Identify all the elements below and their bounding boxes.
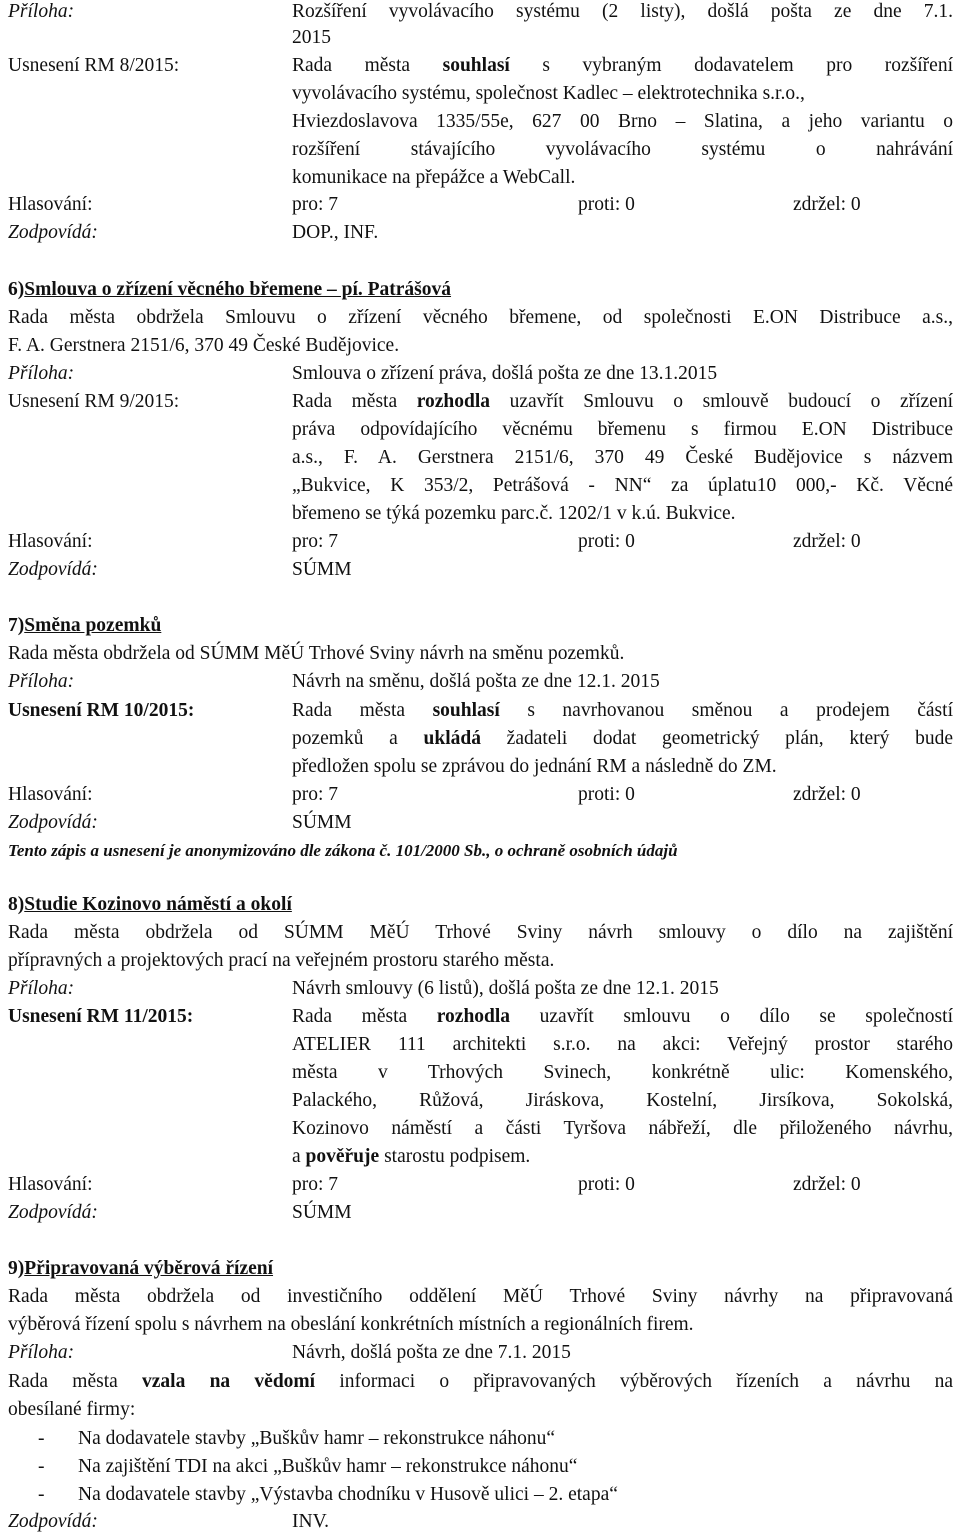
resolution-text-line: a.s., F. A. Gerstnera 2151/6, 370 49 České Budějovice s názvem [292, 447, 953, 468]
responsible-value: INV. [292, 1511, 330, 1532]
resolution-text: Rada města rozhodla uzavřít smlouvu o dílo se společností [292, 1006, 953, 1027]
vote-abstain: zdržel: 0 [793, 194, 861, 215]
list-item: Na dodavatele stavby „Buškův hamr – rekonstrukce náhonu“ [78, 1428, 556, 1449]
resolution-text-line: břemeno se týká pozemku parc.č. 1202/1 v k.ú. Bukvice. [292, 503, 736, 524]
resolution-text-line: práva odpovídajícího věcnému břemenu s firmou E.ON Distribuce [292, 419, 953, 440]
resolution-text-line: města v Trhových Svinech, konkrétně ulic: Komenského, [292, 1062, 953, 1083]
anonymization-notice: Tento zápis a usnesení je anonymizováno dle zákona č. 101/2000 Sb., o ochraně osobních údajů [8, 841, 678, 860]
vote-label: Hlasování: [8, 531, 93, 552]
responsible-value: DOP., INF. [292, 222, 379, 243]
resolution-label: Usnesení RM 11/2015: [8, 1006, 194, 1027]
vote-for: pro: 7 [292, 194, 339, 215]
vote-against: proti: 0 [578, 1174, 635, 1195]
resolution-label: Usnesení RM 10/2015: [8, 700, 195, 721]
vote-against: proti: 0 [578, 194, 635, 215]
section-paragraph: přípravných a projektových prací na veřejném prostoru starého města. [8, 950, 555, 971]
vote-abstain: zdržel: 0 [793, 784, 861, 805]
vote-label: Hlasování: [8, 1174, 93, 1195]
vote-label: Hlasování: [8, 194, 93, 215]
attachment-text: Návrh smlouvy (6 listů), došlá pošta ze dne 12.1. 2015 [292, 978, 719, 999]
list-bullet: - [38, 1456, 45, 1477]
section-paragraph: Rada města obdržela od investičního oddělení MěÚ Trhové Sviny návrhy na připravovaná [8, 1286, 953, 1307]
resolution-text-line: Palackého, Růžová, Jiráskova, Kostelní, Jirsíkova, Sokolská, [292, 1090, 953, 1111]
attachment-text: Smlouva o zřízení práva, došlá pošta ze dne 13.1.2015 [292, 363, 718, 384]
vote-for: pro: 7 [292, 784, 339, 805]
resolution-text-line: vyvolávacího systému, společnost Kadlec – elektrotechnika s.r.o., [292, 83, 805, 104]
resolution-text-line: komunikace na přepážce a WebCall. [292, 167, 576, 188]
attachment-label: Příloha: [8, 1, 75, 22]
responsible-value: SÚMM [292, 559, 352, 580]
section-paragraph: výběrová řízení spolu s návrhem na obeslání konkrétních místních a regionálních firem. [8, 1314, 694, 1335]
resolution-text: Rada města souhlasí s navrhovanou směnou a prodejem částí [292, 700, 953, 721]
responsible-label: Zodpovídá: [8, 1511, 98, 1532]
resolution-text-line: předložen spolu se zprávou do jednání RM a následně do ZM. [292, 756, 777, 777]
responsible-label: Zodpovídá: [8, 559, 98, 580]
attachment-label: Příloha: [8, 1342, 75, 1363]
attachment-label: Příloha: [8, 671, 75, 692]
section-paragraph: obesílané firmy: [8, 1399, 136, 1420]
resolution-text-line: pozemků a ukládá žadateli dodat geometrický plán, který bude [292, 728, 953, 749]
resolution-text-line: rozšíření stávajícího vyvolávacího systému o nahrávání [292, 139, 953, 160]
resolution-text-line: a pověřuje starostu podpisem. [292, 1146, 531, 1167]
vote-against: proti: 0 [578, 784, 635, 805]
vote-for: pro: 7 [292, 1174, 339, 1195]
attachment-text: Rozšíření vyvolávacího systému (2 listy), došlá pošta ze dne 7.1. [292, 1, 953, 22]
responsible-label: Zodpovídá: [8, 1202, 98, 1223]
attachment-label: Příloha: [8, 978, 75, 999]
section-paragraph: Rada města obdržela od SÚMM MěÚ Trhové Sviny návrh na směnu pozemků. [8, 643, 625, 664]
resolution-label: Usnesení RM 8/2015: [8, 55, 180, 76]
section-paragraph: Rada města obdržela Smlouvu o zřízení věcného břemene, od společnosti E.ON Distribuce a.s., [8, 307, 953, 328]
responsible-value: SÚMM [292, 1202, 352, 1223]
attachment-text: Návrh, došlá pošta ze dne 7.1. 2015 [292, 1342, 571, 1363]
vote-label: Hlasování: [8, 784, 93, 805]
section-heading-9: 9)Připravovaná výběrová řízení [8, 1258, 274, 1279]
resolution-text-line: Kozinovo náměstí a části Tyršova nábřeží, dle přiloženého návrhu, [292, 1118, 953, 1139]
attachment-label: Příloha: [8, 363, 75, 384]
vote-against: proti: 0 [578, 531, 635, 552]
section-heading-8: 8)Studie Kozinovo náměstí a okolí [8, 894, 292, 915]
section-heading-7: 7)Směna pozemků [8, 615, 162, 636]
attachment-text: Návrh na směnu, došlá pošta ze dne 12.1. 2015 [292, 671, 660, 692]
resolution-text-line: „Bukvice, K 353/2, Petrášová - NN“ za úplatu10 000,- Kč. Věcné [292, 475, 953, 496]
responsible-label: Zodpovídá: [8, 222, 98, 243]
attachment-text-cont: 2015 [292, 27, 331, 48]
responsible-label: Zodpovídá: [8, 812, 98, 833]
list-bullet: - [38, 1484, 45, 1505]
resolution-text-line: Hviezdoslavova 1335/55e, 627 00 Brno – Slatina, a jeho variantu o [292, 111, 953, 132]
resolution-label: Usnesení RM 9/2015: [8, 391, 180, 412]
list-item: Na dodavatele stavby „Výstavba chodníku v Husově ulici – 2. etapa“ [78, 1484, 618, 1505]
list-item: Na zajištění TDI na akci „Buškův hamr – rekonstrukce náhonu“ [78, 1456, 578, 1477]
list-bullet: - [38, 1428, 45, 1449]
responsible-value: SÚMM [292, 812, 352, 833]
section-paragraph: F. A. Gerstnera 2151/6, 370 49 České Budějovice. [8, 335, 400, 356]
section-paragraph: Rada města vzala na vědomí informaci o připravovaných výběrových řízeních a návrhu na [8, 1371, 953, 1392]
vote-abstain: zdržel: 0 [793, 1174, 861, 1195]
vote-abstain: zdržel: 0 [793, 531, 861, 552]
resolution-text: Rada města souhlasí s vybraným dodavatelem pro rozšíření [292, 55, 953, 76]
vote-for: pro: 7 [292, 531, 339, 552]
resolution-text-line: ATELIER 111 architekti s.r.o. na akci: Veřejný prostor starého [292, 1034, 953, 1055]
section-heading-6: 6)Smlouva o zřízení věcného břemene – pí. Patrášová [8, 279, 452, 300]
resolution-text: Rada města rozhodla uzavřít Smlouvu o smlouvě budoucí o zřízení [292, 391, 953, 412]
section-paragraph: Rada města obdržela od SÚMM MěÚ Trhové Sviny návrh smlouvy o dílo na zajištění [8, 922, 953, 943]
